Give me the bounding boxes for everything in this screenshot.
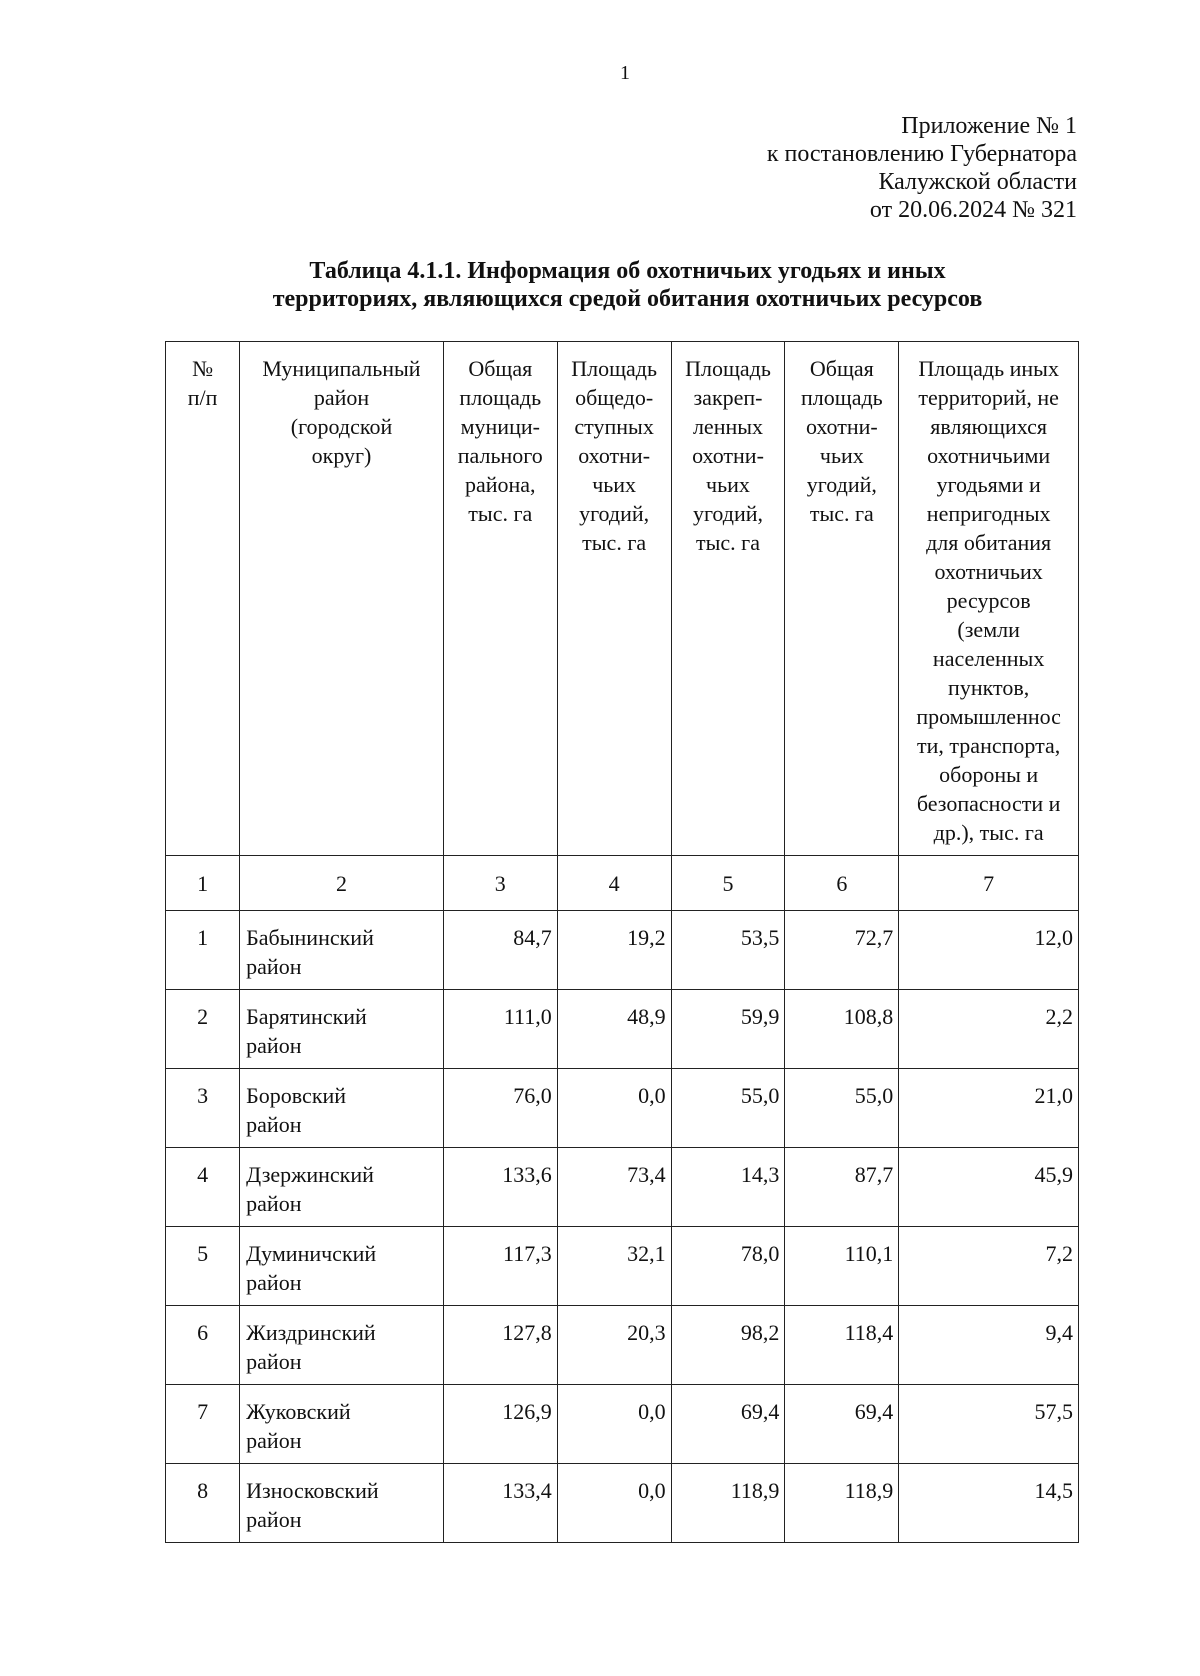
column-number-cell: 1 — [166, 856, 240, 911]
appendix-line: к постановлению Губернатора — [766, 141, 1077, 167]
district-name: Барятинский район — [240, 990, 444, 1069]
hunting-total-value: 118,9 — [785, 1464, 899, 1543]
assigned-area-value: 69,4 — [671, 1385, 785, 1464]
hunting-total-value: 118,4 — [785, 1306, 899, 1385]
public-area-value: 32,1 — [557, 1227, 671, 1306]
public-area-value: 0,0 — [557, 1464, 671, 1543]
other-area-value: 7,2 — [899, 1227, 1079, 1306]
assigned-area-value: 98,2 — [671, 1306, 785, 1385]
header-cell-public-area: Площадь общедо- ступных охотни- чьих угодий, тыс. га — [557, 342, 671, 856]
district-name: Думиничский район — [240, 1227, 444, 1306]
appendix-line: от 20.06.2024 № 321 — [869, 197, 1077, 223]
row-number: 6 — [166, 1306, 240, 1385]
table-row — [166, 1227, 1079, 1306]
hunting-total-value: 69,4 — [785, 1385, 899, 1464]
header-cell-other-area: Площадь иных территорий, не являющихся охотничьими угодьями и непригодных для обитания охотничьих ресурсов (земли населенных пунктов, промышленнос ти, транспорта, обороны и безопасности и др.), тыс. га — [899, 342, 1079, 856]
hunting-total-value: 72,7 — [785, 911, 899, 990]
table-title — [0, 257, 1200, 313]
other-area-value: 9,4 — [899, 1306, 1079, 1385]
header-cell-assigned-area: Площадь закреп- ленных охотни- чьих угодий, тыс. га — [671, 342, 785, 856]
hunting-total-value: 87,7 — [785, 1148, 899, 1227]
total-area-value: 133,4 — [443, 1464, 557, 1543]
row-number: 5 — [166, 1227, 240, 1306]
other-area-value: 21,0 — [899, 1069, 1079, 1148]
total-area-value: 133,6 — [443, 1148, 557, 1227]
column-number-row — [166, 856, 1079, 911]
other-area-value: 2,2 — [899, 990, 1079, 1069]
row-number: 1 — [166, 911, 240, 990]
header-cell-number: № п/п — [166, 342, 240, 856]
table-row — [166, 990, 1079, 1069]
table-row — [166, 1148, 1079, 1227]
hunting-total-value: 55,0 — [785, 1069, 899, 1148]
column-number-cell: 4 — [557, 856, 671, 911]
public-area-value: 19,2 — [557, 911, 671, 990]
column-number-cell: 3 — [443, 856, 557, 911]
other-area-value: 57,5 — [899, 1385, 1079, 1464]
page-number: 1 — [620, 62, 630, 84]
hunting-grounds-table — [165, 341, 1079, 1543]
appendix-block — [767, 112, 1077, 224]
other-area-value: 14,5 — [899, 1464, 1079, 1543]
row-number: 3 — [166, 1069, 240, 1148]
public-area-value: 20,3 — [557, 1306, 671, 1385]
assigned-area-value: 55,0 — [671, 1069, 785, 1148]
column-number-cell: 7 — [899, 856, 1079, 911]
assigned-area-value: 78,0 — [671, 1227, 785, 1306]
table-row — [166, 1069, 1079, 1148]
appendix-line: Приложение № 1 — [901, 113, 1077, 139]
total-area-value: 127,8 — [443, 1306, 557, 1385]
total-area-value: 84,7 — [443, 911, 557, 990]
header-row — [166, 342, 1079, 856]
district-name: Жуковский район — [240, 1385, 444, 1464]
public-area-value: 73,4 — [557, 1148, 671, 1227]
assigned-area-value: 53,5 — [671, 911, 785, 990]
public-area-value: 48,9 — [557, 990, 671, 1069]
district-name: Жиздринский район — [240, 1306, 444, 1385]
table-title-line: Таблица 4.1.1. Информация об охотничьих угодьях и иных — [309, 258, 946, 284]
column-number-cell: 5 — [671, 856, 785, 911]
hunting-total-value: 110,1 — [785, 1227, 899, 1306]
header-cell-hunting-total: Общая площадь охотни- чьих угодий, тыс. га — [785, 342, 899, 856]
total-area-value: 111,0 — [443, 990, 557, 1069]
row-number: 2 — [166, 990, 240, 1069]
other-area-value: 12,0 — [899, 911, 1079, 990]
district-name: Боровский район — [240, 1069, 444, 1148]
table-row — [166, 1464, 1079, 1543]
district-name: Дзержинский район — [240, 1148, 444, 1227]
table-row — [166, 911, 1079, 990]
table-title-line: территориях, являющихся средой обитания охотничьих ресурсов — [272, 286, 983, 312]
assigned-area-value: 14,3 — [671, 1148, 785, 1227]
header-cell-district: Муниципальный район (городской округ) — [240, 342, 444, 856]
total-area-value: 117,3 — [443, 1227, 557, 1306]
appendix-line: Калужской области — [878, 169, 1077, 195]
table-row — [166, 1306, 1079, 1385]
hunting-total-value: 108,8 — [785, 990, 899, 1069]
column-number-cell: 2 — [240, 856, 444, 911]
row-number: 8 — [166, 1464, 240, 1543]
total-area-value: 76,0 — [443, 1069, 557, 1148]
total-area-value: 126,9 — [443, 1385, 557, 1464]
row-number: 4 — [166, 1148, 240, 1227]
assigned-area-value: 118,9 — [671, 1464, 785, 1543]
district-name: Бабынинский район — [240, 911, 444, 990]
row-number: 7 — [166, 1385, 240, 1464]
public-area-value: 0,0 — [557, 1069, 671, 1148]
column-number-cell: 6 — [785, 856, 899, 911]
public-area-value: 0,0 — [557, 1385, 671, 1464]
district-name: Износковский район — [240, 1464, 444, 1543]
other-area-value: 45,9 — [899, 1148, 1079, 1227]
header-cell-total-area: Общая площадь муници- пального района, тыс. га — [443, 342, 557, 856]
assigned-area-value: 59,9 — [671, 990, 785, 1069]
table-row — [166, 1385, 1079, 1464]
